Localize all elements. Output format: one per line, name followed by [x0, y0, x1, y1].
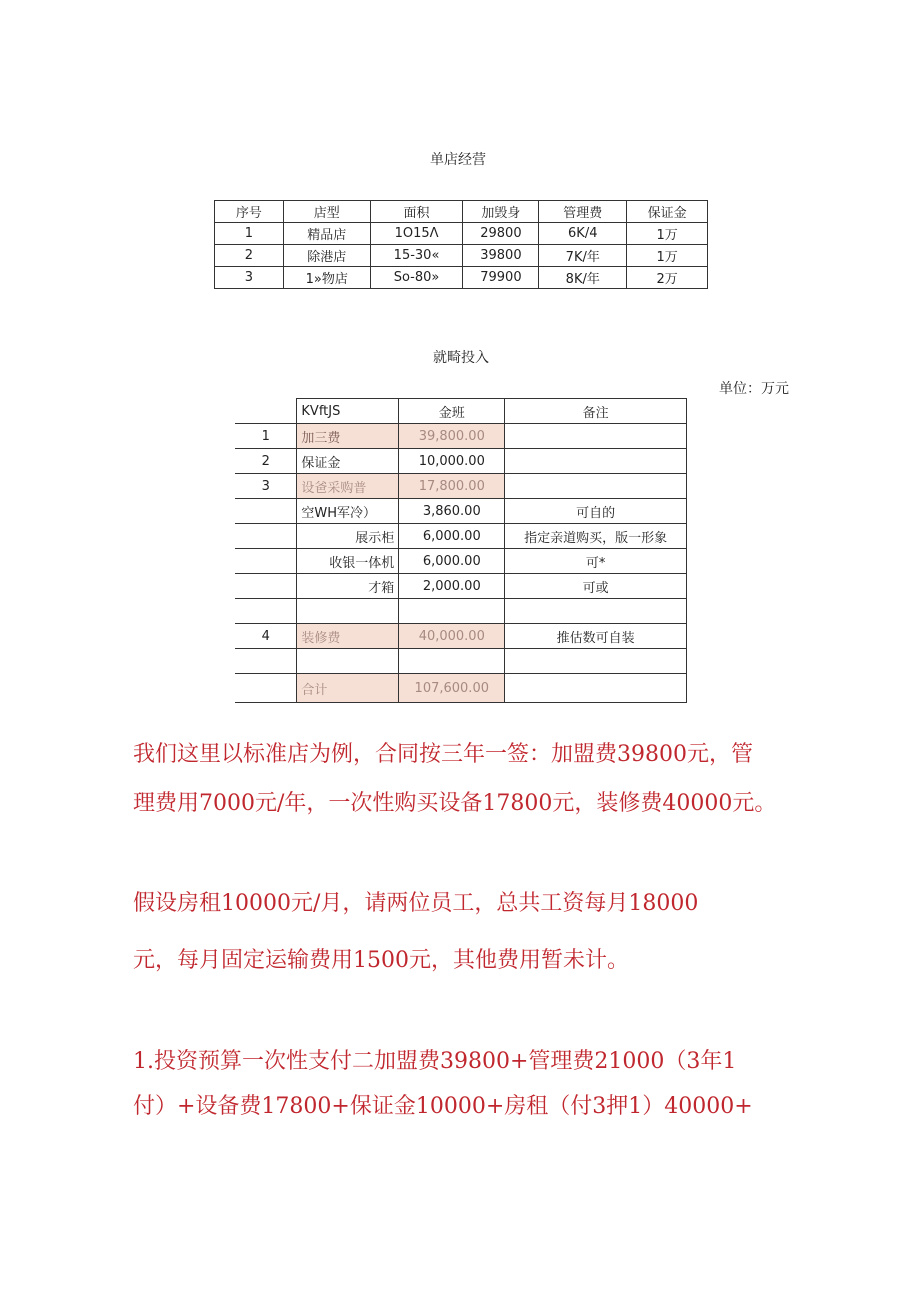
paragraph-2-line-2: 元，每月固定运输费用1500元，其他费用暂未计。: [133, 948, 629, 973]
table-cell: [505, 599, 687, 624]
table-cell: 39800: [463, 245, 539, 267]
header-cell: 保证金: [627, 201, 708, 223]
table-cell: 除港店: [283, 245, 370, 267]
header-cell: [235, 399, 297, 424]
table-cell: 2万: [627, 267, 708, 289]
table-cell: [235, 549, 297, 574]
table-cell: 可*: [505, 549, 687, 574]
table-cell: 设爸采购普: [297, 474, 399, 499]
table-cell: [235, 674, 297, 703]
table-cell: 3: [215, 267, 284, 289]
table-cell: 6,000.00: [399, 549, 505, 574]
table-cell: [235, 499, 297, 524]
table-cell: 才箱: [297, 574, 399, 599]
paragraph-2-line-1: 假设房租10000元/月，请两位员工，总共工资每月18000: [133, 891, 699, 916]
table-cell: 79900: [463, 267, 539, 289]
header-cell: 加毁身: [463, 201, 539, 223]
table-cell: [235, 649, 297, 674]
table-cell: 1O15Λ: [370, 223, 463, 245]
table-cell: 展示柜: [297, 524, 399, 549]
table-cell: 1»物店: [283, 267, 370, 289]
table-cell: [235, 574, 297, 599]
header-cell: 店型: [283, 201, 370, 223]
table-cell: 4: [235, 624, 297, 649]
table-header-row: [215, 201, 708, 223]
table-cell: 6,000.00: [399, 524, 505, 549]
table-cell: 收银一体机: [297, 549, 399, 574]
table-cell: 指定亲道购买，版一形象: [505, 524, 687, 549]
table-cell: So-80»: [370, 267, 463, 289]
table-row: [235, 474, 687, 499]
table-row: [235, 624, 687, 649]
table-cell: [235, 599, 297, 624]
table-cell: 1万: [627, 245, 708, 267]
paragraph-1-line-2: 理费用7000元/年，一次性购买设备17800元，装修费40000元。: [133, 791, 777, 816]
header-cell: KVftJS: [297, 399, 399, 424]
table-cell: 空WH军冷）: [297, 499, 399, 524]
table-cell: [505, 649, 687, 674]
table-cell: 可自的: [505, 499, 687, 524]
table-row: [215, 245, 708, 267]
table-cell: 8K/年: [539, 267, 627, 289]
table-cell: [505, 449, 687, 474]
store-operation-table: [214, 200, 708, 289]
table-row: [235, 574, 687, 599]
table-header-row: [235, 399, 687, 424]
table2-title: 就畸投入: [433, 350, 489, 366]
table-cell: [399, 649, 505, 674]
table-cell: 29800: [463, 223, 539, 245]
header-cell: 面积: [370, 201, 463, 223]
table-cell: 2,000.00: [399, 574, 505, 599]
header-cell: 金班: [399, 399, 505, 424]
total-value: 107,600.00: [399, 674, 505, 703]
header-cell: 备注: [505, 399, 687, 424]
table-cell: 15-30«: [370, 245, 463, 267]
investment-table: [235, 398, 687, 703]
table-row: [235, 524, 687, 549]
header-cell: 序号: [215, 201, 284, 223]
table-cell: [399, 599, 505, 624]
table-cell: 6K/4: [539, 223, 627, 245]
paragraph-3-line-2: 付）+设备费17800+保证金10000+房租（付3押1）40000+: [133, 1094, 753, 1119]
table-cell: 40,000.00: [399, 624, 505, 649]
table-cell: 保证金: [297, 449, 399, 474]
table-cell: 2: [215, 245, 284, 267]
table-cell: 精品店: [283, 223, 370, 245]
header-cell: 管理费: [539, 201, 627, 223]
table-cell: 1万: [627, 223, 708, 245]
table-cell: [235, 524, 297, 549]
table-row: [235, 599, 687, 624]
table-cell: 2: [235, 449, 297, 474]
table-cell: 1: [215, 223, 284, 245]
table-row: [235, 649, 687, 674]
table-row: [235, 449, 687, 474]
unit-label: 单位：万元: [719, 381, 789, 397]
table-cell: 10,000.00: [399, 449, 505, 474]
table-row: [235, 424, 687, 449]
table-cell: [297, 599, 399, 624]
table-row: [235, 499, 687, 524]
paragraph-3-line-1: 1.投资预算一次性支付二加盟费39800+管理费21000（3年1: [133, 1049, 737, 1074]
table-row: [215, 267, 708, 289]
table-cell: 可或: [505, 574, 687, 599]
table-cell: 1: [235, 424, 297, 449]
table-cell: 装修费: [297, 624, 399, 649]
table-cell: [505, 474, 687, 499]
paragraph-1-line-1: 我们这里以标准店为例，合同按三年一签：加盟费39800元，管: [133, 742, 753, 767]
table-cell: 3: [235, 474, 297, 499]
table-cell: 3,860.00: [399, 499, 505, 524]
table-cell: 17,800.00: [399, 474, 505, 499]
table-cell: 7K/年: [539, 245, 627, 267]
table-cell: [505, 424, 687, 449]
table1-title: 单店经营: [430, 152, 486, 168]
total-row: [235, 674, 687, 703]
table-row: [215, 223, 708, 245]
table-cell: 加三费: [297, 424, 399, 449]
table-cell: [297, 649, 399, 674]
table-row: [235, 549, 687, 574]
total-label: 合计: [297, 674, 399, 703]
table-cell: [505, 674, 687, 703]
table-cell: 39,800.00: [399, 424, 505, 449]
table-cell: 推估数可自装: [505, 624, 687, 649]
